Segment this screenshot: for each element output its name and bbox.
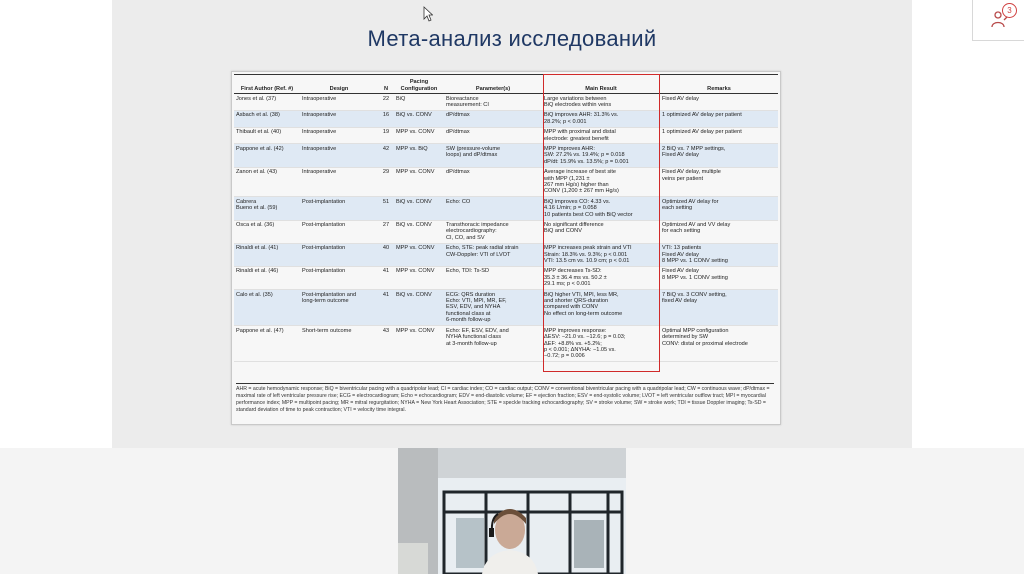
column-header: Main Result	[542, 75, 660, 94]
webcam-video-feed	[398, 448, 626, 574]
table-cell: dP/dtmax	[444, 167, 542, 197]
table-row	[234, 326, 778, 362]
table-cell: Echo, TDI: Ts-SD	[444, 266, 542, 289]
table-cell: 29	[378, 167, 394, 197]
table-cell: Rinaldi et al. (41)	[234, 243, 300, 266]
table-row	[234, 127, 778, 144]
table-cell: MPP increases peak strain and VTI Strain: 18.3% vs. 9.3%; p < 0.001 VTI: 13.5 cm vs. 10.9 cm; p < 0.01	[542, 243, 660, 266]
table-cell: Post-implantation	[300, 243, 378, 266]
notification-count-badge: 3	[1002, 3, 1017, 18]
table-cell: Osca et al. (36)	[234, 220, 300, 243]
table-cell: Jones et al. (37)	[234, 94, 300, 111]
table-row	[234, 94, 778, 111]
table-cell: BiQ improves CO: 4.33 vs. 4.16 L/min; p = 0.058 10 patients best CO with BiQ vector	[542, 197, 660, 220]
table-cell: Pappone et al. (42)	[234, 144, 300, 167]
table-cell: MPP vs. CONV	[394, 243, 444, 266]
table-cell: Post-implantation	[300, 220, 378, 243]
table-row	[234, 220, 778, 243]
table-cell: Short-term outcome	[300, 326, 378, 362]
table-cell: MPP vs. CONV	[394, 326, 444, 362]
table-cell: 19	[378, 127, 394, 144]
table-cell: 22	[378, 94, 394, 111]
table-cell: VTI: 13 patients Fixed AV delay 8 MPP vs. 1 CONV setting	[660, 243, 778, 266]
table-cell: Fixed AV delay	[660, 94, 778, 111]
column-header: Remarks	[660, 75, 778, 94]
mouse-cursor-icon	[423, 6, 433, 22]
table-cell: Large variations between BiQ electrodes within veins	[542, 94, 660, 111]
table-row	[234, 266, 778, 289]
slide-title: Мета-анализ исследований	[367, 26, 657, 51]
table-cell: BiQ vs. CONV	[394, 220, 444, 243]
table-cell: BiQ	[394, 94, 444, 111]
table-cell: Bioreactance measurement: CI	[444, 94, 542, 111]
table-cell: MPP decreases Ts-SD: 35.3 ± 36.4 ms vs. 50.2 ± 29.1 ms; p < 0.001	[542, 266, 660, 289]
table-cell: Post-implantation	[300, 266, 378, 289]
table-row	[234, 144, 778, 167]
table-header-row	[234, 75, 778, 94]
column-header: Design	[300, 75, 378, 94]
table-cell: Transthoracic impedance electrocardiography: CI, CO, and SV	[444, 220, 542, 243]
table-cell: SW (pressure-volume loops) and dP/dtmax	[444, 144, 542, 167]
table-cell: Intraoperative	[300, 110, 378, 127]
table-cell: 41	[378, 290, 394, 326]
notifications-button[interactable]	[972, 0, 1024, 41]
table-cell: No significant difference BiQ and CONV	[542, 220, 660, 243]
table-cell: 43	[378, 326, 394, 362]
table-cell: MPP with proximal and distal electrode: greatest benefit	[542, 127, 660, 144]
table-cell: Zanon et al. (43)	[234, 167, 300, 197]
table-cell: MPP vs. CONV	[394, 127, 444, 144]
table-cell: 2 BiQ vs. 7 MPP settings, Fixed AV delay	[660, 144, 778, 167]
table-cell: dP/dtmax	[444, 110, 542, 127]
table-cell: Pappone et al. (47)	[234, 326, 300, 362]
column-header: Parameter(s)	[444, 75, 542, 94]
column-header: Pacing Configuration	[394, 75, 444, 94]
table-row	[234, 197, 778, 220]
table-cell: Asbach et al. (38)	[234, 110, 300, 127]
table-cell: Intraoperative	[300, 144, 378, 167]
table-cell: Intraoperative	[300, 167, 378, 197]
table-row	[234, 110, 778, 127]
table-cell: Calo et al. (35)	[234, 290, 300, 326]
table-cell: 1 optimized AV delay per patient	[660, 127, 778, 144]
table-cell: Intraoperative	[300, 127, 378, 144]
table-cell: BiQ improves AHR: 31.3% vs. 28.2%; p < 0.001	[542, 110, 660, 127]
table-row	[234, 243, 778, 266]
table-cell: 51	[378, 197, 394, 220]
table-cell: 1 optimized AV delay per patient	[660, 110, 778, 127]
table-cell: MPP improves response: ΔESV: −21.0 vs. −12.6; p = 0.03; ΔEF: +8.8% vs. +5.2%; p < 0.001; ΔNYHA: −1.05 vs. −0.72; p = 0.006	[542, 326, 660, 362]
table-cell: 16	[378, 110, 394, 127]
table-cell: Fixed AV delay 8 MPP vs. 1 CONV setting	[660, 266, 778, 289]
table-cell: 41	[378, 266, 394, 289]
table-cell: 42	[378, 144, 394, 167]
table-cell: MPP vs. CONV	[394, 167, 444, 197]
table-cell: Rinaldi et al. (46)	[234, 266, 300, 289]
table-cell: Cabrera Bueno et al. (59)	[234, 197, 300, 220]
table-cell: BiQ higher VTI, MPI, less MR, and shorter QRS-duration compared with CONV No effect on long-term outcome	[542, 290, 660, 326]
table-cell: Optimal MPP configuration determined by SW CONV: distal or proximal electrode	[660, 326, 778, 362]
table-cell: Echo: EF, ESV, EDV, and NYHA functional class at 3-month follow-up	[444, 326, 542, 362]
table-cell: ECG: QRS duration Echo: VTI, MPI, MR, EF, ESV, EDV, and NYHA functional class at 6-month follow-up	[444, 290, 542, 326]
table-cell: dP/dtmax	[444, 127, 542, 144]
table-cell: 40	[378, 243, 394, 266]
table-cell: Fixed AV delay, multiple veins per patient	[660, 167, 778, 197]
table-cell: BiQ vs. CONV	[394, 110, 444, 127]
table-cell: 27	[378, 220, 394, 243]
column-header: N	[378, 75, 394, 94]
table-cell: Post-implantation and long-term outcome	[300, 290, 378, 326]
table-cell: Thibault et al. (40)	[234, 127, 300, 144]
table-cell: Average increase of best site with MPP (1,231 ± 267 mm Hg/s) higher than CONV (1,200 ± 267 mm Hg/s)	[542, 167, 660, 197]
table-cell: Post-implantation	[300, 197, 378, 220]
table-cell: BiQ vs. CONV	[394, 290, 444, 326]
table-row	[234, 167, 778, 197]
table-cell: MPP improves AHR: SW: 27.2% vs. 19.4%; p = 0.018 dP/dt: 15.9% vs. 13.5%; p = 0.001	[542, 144, 660, 167]
meta-analysis-table-image	[231, 71, 781, 425]
table-cell: MPP vs. BiQ	[394, 144, 444, 167]
table-cell: Echo, STE: peak radial strain CW-Doppler: VTI of LVOT	[444, 243, 542, 266]
webcam-scene	[398, 448, 626, 574]
table-cell: 7 BiQ vs. 3 CONV setting, fixed AV delay	[660, 290, 778, 326]
table-cell: Intraoperative	[300, 94, 378, 111]
column-header: First Author (Ref. #)	[234, 75, 300, 94]
table-cell: Optimized AV and VV delay for each setting	[660, 220, 778, 243]
meta-analysis-table	[234, 74, 778, 362]
table-footnote: AHR = acute hemodynamic response; BiQ = biventricular pacing with a quadripolar lead; CI = cardiac index; CO = cardiac output; CONV = conventional biventricular pacing with a quadripolar lead; CW = continuous wave; dP/dtmax = maximal rate of left ventricular pressure rise; ECG = electrocardiogram; Echo = echocardiogram; EDV = end-diastolic volume; EF = ejection fraction; ESV = end-systolic volume; LVOT = left ventricular outflow tract; MPI = myocardial performance index; MPP = multipoint pacing; MR = mitral regurgitation; NYHA = New York Heart Association; STE = speckle tracking echocardiography; SV = stroke volume; SW = stroke work; TDI = tissue Doppler imaging; Ts-SD = standard deviation of time to peak contraction; VTI = velocity time integral.	[236, 383, 774, 414]
table-cell: BiQ vs. CONV	[394, 197, 444, 220]
table-cell: Echo: CO	[444, 197, 542, 220]
table-row	[234, 290, 778, 326]
table-cell: Optimized AV delay for each setting	[660, 197, 778, 220]
table-cell: MPP vs. CONV	[394, 266, 444, 289]
